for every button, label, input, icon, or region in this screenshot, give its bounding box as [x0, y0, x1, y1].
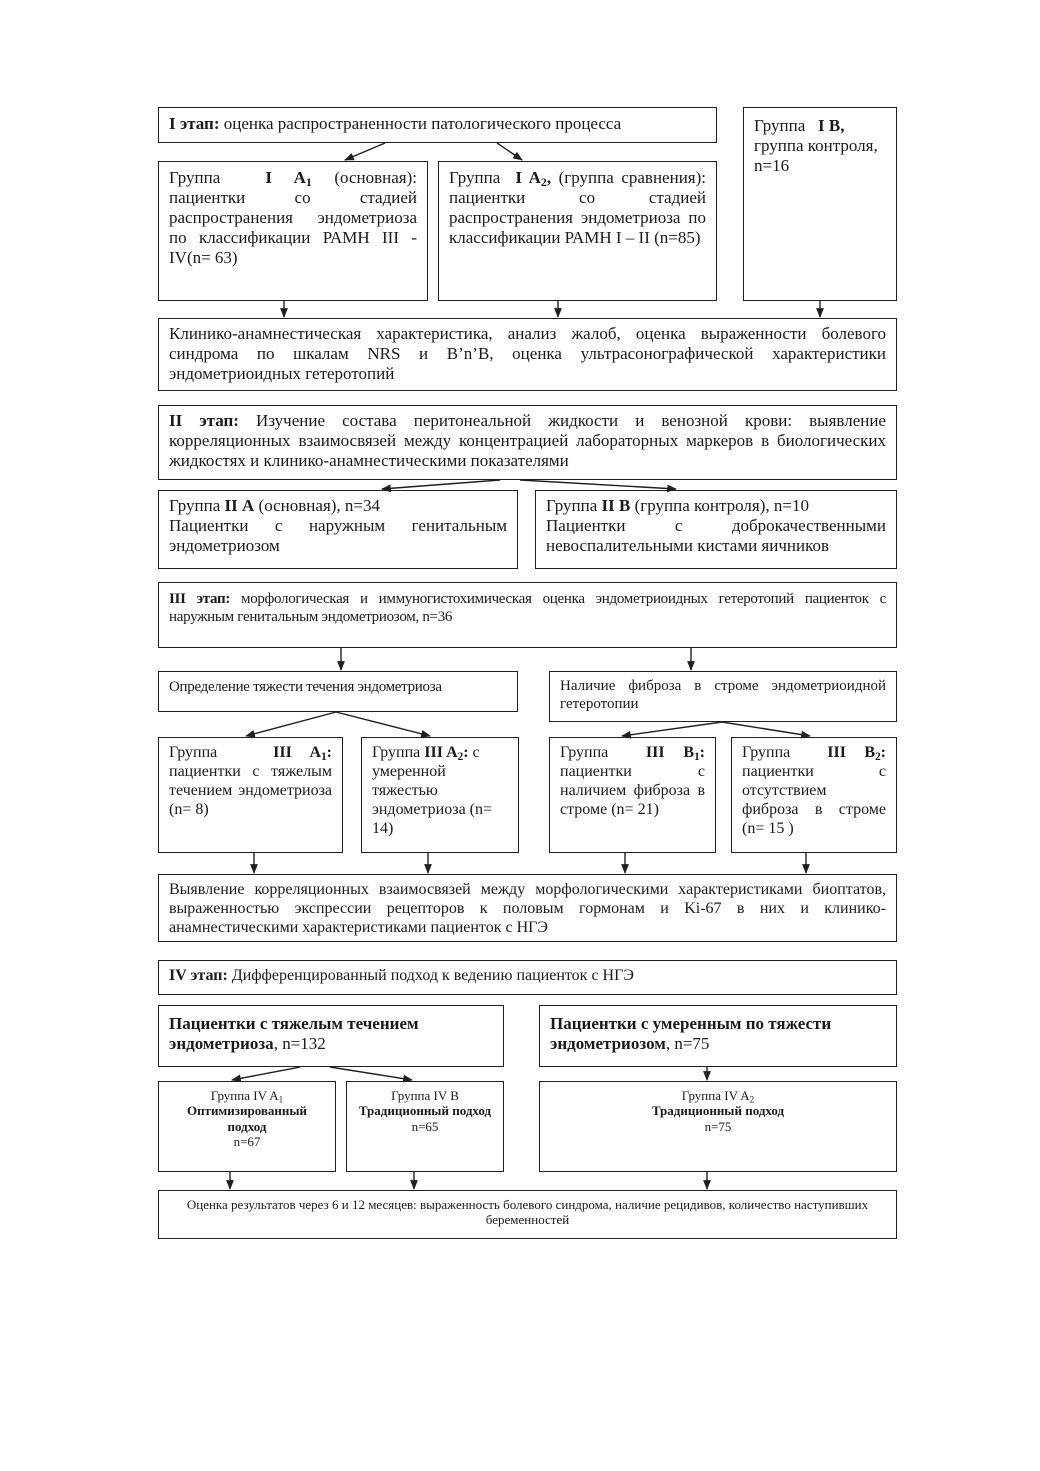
stage3-box: III этап: морфологическая и иммуногистохимическая оценка эндометриоидных гетеротопий пациенток с наружным генитальным эндометриозом, n=36 [158, 582, 897, 648]
stage4-box: IV этап: Дифференцированный подход к ведению пациенток с НГЭ [158, 960, 897, 995]
group-4b-box: Группа IV B Традиционный подход n=65 [346, 1081, 504, 1172]
group-4a1-box: Группа IV $A_1$ Оптимизированный подход n=67 [158, 1081, 336, 1172]
group-1a2-box: Группа I $A_2$, (группа сравнения): пациентки со стадией распространения эндометриоза по классификации РАМН I – II (n=85) [438, 161, 717, 301]
stage3-label: III этап: [169, 591, 231, 607]
group-2a-name: II А [224, 496, 255, 515]
arrow-severe-to-4b [330, 1067, 412, 1080]
arrow-fibrosis-to-3b2 [722, 722, 810, 736]
arrow-severity-to-3a1 [246, 712, 336, 736]
arrow-stage1-to-1a1 [345, 143, 385, 160]
group-1a1-box: Группа I $A_1$ (основная): пациентки со стадией распространения эндометриоза по классификации РАМН III - IV(n= 63) [158, 161, 428, 301]
group-3b1-box: Группа III $B_1$: пациентки с наличием фиброза в строме (n= 21) [549, 737, 716, 853]
stage4-label: IV этап: [169, 967, 228, 984]
group-2b-name: II В [601, 496, 631, 515]
moderate-patients-box: Пациентки с умеренным по тяжести эндометриозом, n=75 [539, 1005, 897, 1067]
group-1a1-name: I $A_1$ [265, 168, 312, 189]
arrow-severity-to-3a2 [336, 712, 430, 736]
stage2-label: II этап: [169, 411, 239, 430]
results-box: Оценка результатов через 6 и 12 месяцев: выраженность болевого синдрома, наличие рецидивов, количество наступивших беременностей [158, 1190, 897, 1239]
arrow-severe-to-4a1 [232, 1067, 300, 1080]
group-1b-box: Группа I В, группа контроля, n=16 [743, 107, 897, 301]
group-2a-box: Группа II А (основная), n=34 Пациентки с наружным генитальным эндометриозом [158, 490, 518, 569]
clinical-box: Клинико-анамнестическая характеристика, анализ жалоб, оценка выраженности болевого синдрома по шкалам NRS и B’n’B, оценка ультрасонографической характеристики эндометриоидных гетеротопий [158, 318, 897, 391]
group-1b-name: I В, [818, 116, 845, 135]
correlation-box: Выявление корреляционных взаимосвязей между морфологическими характеристиками биоптатов, выраженностью экспрессии рецепторов к половым гормонам и Ki-67 в них и клинико-анамнестическими характеристиками пациенток с НГЭ [158, 874, 897, 942]
fibrosis-box: Наличие фиброза в строме эндометриоидной гетеротопии [549, 671, 897, 722]
arrow-stage2-to-2a [382, 480, 500, 489]
group-1a2-name: I $A_2$, [515, 168, 552, 189]
group-3b2-name: III $B_2$: [827, 744, 886, 763]
arrow-stage2-to-2b [520, 480, 676, 489]
severe-patients-box: Пациентки с тяжелым течением эндометриоза, n=132 [158, 1005, 504, 1067]
group-4a2-box: Группа IV $A_2$ Традиционный подход n=75 [539, 1081, 897, 1172]
group-3a1-box: Группа III $A_1$: пациентки с тяжелым течением эндометриоза (n= 8) [158, 737, 343, 853]
group-3a2-name: III $A_2$: [424, 744, 469, 763]
group-3b2-box: Группа III $B_2$: пациентки с отсутствием фиброза в строме (n= 15 ) [731, 737, 897, 853]
severity-box: Определение тяжести течения эндометриоза [158, 671, 518, 712]
arrow-stage1-to-1a2 [497, 143, 522, 160]
group-3a2-box: Группа III $A_2$: с умеренной тяжестью эндометриоза (n= 14) [361, 737, 519, 853]
stage1-text: оценка распространенности патологического процесса [223, 114, 622, 133]
group-3b1-name: III $B_1$: [645, 744, 705, 763]
stage1-label: I этап: [169, 114, 220, 133]
group-3a1-name: III $A_1$: [273, 744, 332, 763]
arrow-fibrosis-to-3b1 [622, 722, 722, 736]
group-2b-box: Группа II В (группа контроля), n=10 Пациентки с доброкачественными невоспалительными кистами яичников [535, 490, 897, 569]
stage2-box: II этап: Изучение состава перитонеальной жидкости и венозной крови: выявление корреляционных взаимосвязей между концентрацией лабораторных маркеров в биологических жидкостях и клинико-анамнестическими показателями [158, 405, 897, 480]
